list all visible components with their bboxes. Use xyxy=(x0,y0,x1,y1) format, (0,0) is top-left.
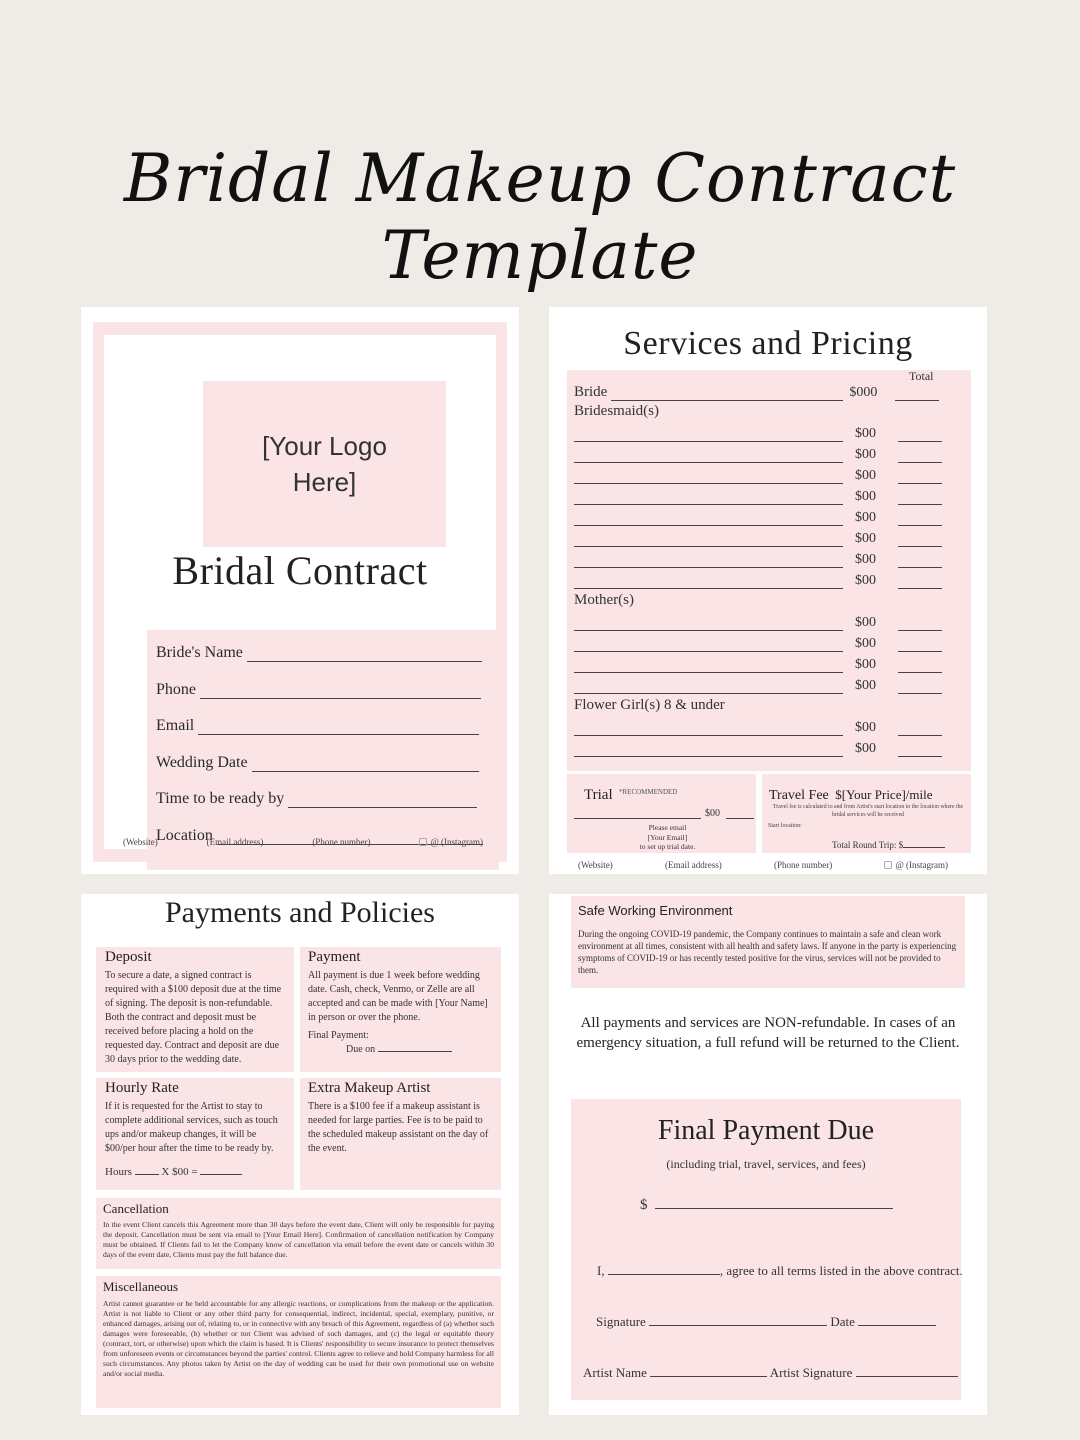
item-price: $00 xyxy=(855,531,876,546)
field-line[interactable] xyxy=(252,758,479,772)
flower-girl-row xyxy=(574,720,942,736)
trial-total-line[interactable] xyxy=(726,807,754,819)
bride-label: Bride xyxy=(574,384,608,400)
field-phone xyxy=(156,681,481,699)
bride-line[interactable] xyxy=(611,389,843,401)
row-bride xyxy=(574,384,939,401)
bridesmaid-row xyxy=(574,531,942,547)
bridesmaid-row xyxy=(574,426,942,442)
field-label: Bride's Name xyxy=(156,644,243,661)
trial-email-line: to set up trial date. xyxy=(639,842,696,851)
item-line[interactable] xyxy=(574,682,843,694)
field-label: Time to be ready by xyxy=(156,790,285,807)
final-payment-label: Final Payment: xyxy=(308,1030,369,1041)
item-price: $00 xyxy=(855,552,876,567)
deposit-body: To secure a date, a signed contract is required with a $100 deposit due at the time of signing. The deposit is non-refundable. Both the contract and deposit must be received before placing a hold on the requested day. Contract and deposit are due 30 days prior to the wedding date. xyxy=(105,970,282,1065)
field-line[interactable] xyxy=(200,685,481,699)
item-total-line[interactable] xyxy=(898,472,942,484)
item-line[interactable] xyxy=(574,619,843,631)
item-price: $00 xyxy=(855,741,876,756)
item-line[interactable] xyxy=(574,661,843,673)
item-line[interactable] xyxy=(574,514,843,526)
agree-name-line[interactable] xyxy=(608,1263,720,1275)
bride-price: $000 xyxy=(849,385,878,400)
item-line[interactable] xyxy=(574,577,843,589)
item-total-line[interactable] xyxy=(898,577,942,589)
mother-row xyxy=(574,657,942,673)
item-price: $00 xyxy=(855,447,876,462)
item-line[interactable] xyxy=(574,472,843,484)
trial-price: $00 xyxy=(705,808,720,819)
item-price: $00 xyxy=(855,678,876,693)
travel-box xyxy=(762,774,971,853)
extra-artist-heading: Extra Makeup Artist xyxy=(308,1080,431,1096)
misc-heading: Miscellaneous xyxy=(103,1279,179,1294)
deposit-heading: Deposit xyxy=(105,949,152,965)
safe-heading: Safe Working Environment xyxy=(578,903,733,918)
flower-girl-row xyxy=(574,741,942,757)
refund-text: All payments and services are NON-refundable. In cases of an emergency situation, a full refund will be returned to the Client. xyxy=(576,1015,960,1051)
safe-environment-box xyxy=(571,896,965,988)
item-line[interactable] xyxy=(574,640,843,652)
date-line[interactable] xyxy=(858,1314,936,1326)
footer-phone: (Phone number) xyxy=(312,837,371,847)
contract-page xyxy=(81,307,519,874)
field-brides-name xyxy=(156,644,482,662)
field-wedding-date xyxy=(156,754,479,772)
item-total-line[interactable] xyxy=(898,661,942,673)
cancellation-box xyxy=(96,1198,501,1269)
item-line[interactable] xyxy=(574,493,843,505)
item-total-line[interactable] xyxy=(898,640,942,652)
item-line[interactable] xyxy=(574,556,843,568)
item-total-line[interactable] xyxy=(898,724,942,736)
item-total-line[interactable] xyxy=(898,556,942,568)
item-price: $00 xyxy=(855,489,876,504)
item-price: $00 xyxy=(855,615,876,630)
item-total-line[interactable] xyxy=(898,451,942,463)
signature-row xyxy=(596,1314,936,1330)
footer-instagram xyxy=(884,860,948,870)
field-label: Wedding Date xyxy=(156,754,248,771)
pricing-page xyxy=(549,307,987,874)
bridesmaid-row xyxy=(574,468,942,484)
footer-website: (Website) xyxy=(578,860,613,870)
bridesmaid-row xyxy=(574,573,942,589)
date-label: Date xyxy=(830,1314,855,1329)
payment-body: All payment is due 1 week before wedding date. Cash, check, Venmo, or Zelle are all accepted and can be made with [Your Name] in person or over the phone. xyxy=(308,970,488,1023)
total-label: Total xyxy=(909,369,934,383)
contract-footer xyxy=(123,837,483,847)
pricing-list xyxy=(567,370,971,771)
final-subtitle: (including trial, travel, services, and fees) xyxy=(666,1157,866,1171)
item-price: $00 xyxy=(855,468,876,483)
round-trip-row xyxy=(832,840,945,850)
hourly-body: If it is requested for the Artist to stay to complete additional services, such as touch ups and/or makeup changes, it will be $00/per hour after the time to be ready by. xyxy=(105,1101,278,1154)
instagram-text: @ (Instagram) xyxy=(430,837,483,847)
flower-girls-label: Flower Girl(s) 8 & under xyxy=(574,697,725,713)
item-total-line[interactable] xyxy=(898,514,942,526)
item-total-line[interactable] xyxy=(898,535,942,547)
bridesmaids-label: Bridesmaid(s) xyxy=(574,403,659,419)
hours-calc xyxy=(105,1166,285,1178)
instagram-text: @ (Instagram) xyxy=(895,860,948,870)
trial-box xyxy=(567,774,756,853)
start-location: Start location: xyxy=(768,823,802,829)
item-price: $00 xyxy=(855,510,876,525)
item-line[interactable] xyxy=(574,451,843,463)
trial-note: *RECOMMENDED xyxy=(619,788,678,796)
extra-artist-box xyxy=(300,1078,501,1190)
mother-row xyxy=(574,636,942,652)
artist-signature-label: Artist Signature xyxy=(769,1365,853,1380)
hourly-box xyxy=(96,1078,294,1190)
field-time-ready xyxy=(156,790,477,808)
misc-body: Artist cannot guarantee or be held accountable for any allergic reactions, or complications from the makeup or the application. Artist is not liable to Client or any other third party for consequential, indirect, incidental, special, exemplary, punitive, or enhanced damages, arising out of, relating to, or in connective with any breach of this Agreement, regardless of (a) whether such damages were foreseeable, (b) whether or not Client was advised of such damages, and (c) the legal or equitable theory (contract, tort, or otherwise) upon which the claim is based. It is Clients' responsibility to secure insurance to protect themselves from unforeseen events or circumstances beyond the parties' control. Clients agree to relieve and hold Company harmless for all such circumstances. Any photos taken by Artist on the day of wedding can be used for their own promotional use on website and/or social media. xyxy=(103,1299,494,1378)
extra-artist-body: There is a $100 fee if a makeup assistant is needed for large parties. Fee is to be paid to the scheduled makeup assistant on the day of the event. xyxy=(308,1101,489,1154)
item-price: $00 xyxy=(855,657,876,672)
due-on-row xyxy=(346,1043,493,1057)
trial-label: Trial xyxy=(584,787,613,803)
logo-placeholder: [Your Logo Here] xyxy=(203,381,446,547)
item-price: $00 xyxy=(855,426,876,441)
mother-row xyxy=(574,678,942,694)
due-on-line[interactable] xyxy=(378,1043,452,1052)
misc-box xyxy=(96,1276,501,1408)
round-trip-line[interactable] xyxy=(903,840,945,848)
artist-name-line[interactable] xyxy=(650,1365,767,1377)
bridesmaid-row xyxy=(574,552,942,568)
deposit-box xyxy=(96,947,294,1072)
hours-total-line[interactable] xyxy=(200,1166,242,1175)
final-title: Final Payment Due xyxy=(657,1115,875,1146)
bride-total-line[interactable] xyxy=(895,389,939,401)
item-total-line[interactable] xyxy=(898,745,942,757)
bridesmaid-row xyxy=(574,510,942,526)
hours-label: Hours xyxy=(105,1166,132,1178)
cancellation-body: In the event Client cancels this Agreement more than 30 days before the event date, Client will only be responsible for paying the deposit. Cancellation must be sent via email to [Your Email Here]. Confirmation of cancellation notification by Company must be obtained. If Clients fail to let the Company know of cancellation via email before the event date or cancels within 30 days of the event date, Clients must pay the full balance due. xyxy=(103,1220,494,1259)
due-on-label: Due on xyxy=(346,1044,376,1055)
bridesmaid-row xyxy=(574,489,942,505)
page-headline: Bridal Makeup Contract Template xyxy=(123,140,957,294)
item-line[interactable] xyxy=(574,724,843,736)
payment-box xyxy=(300,947,501,1072)
artist-name-label: Artist Name xyxy=(583,1365,647,1380)
footer-email: (Email address) xyxy=(206,837,264,847)
agree-suffix: , agree to all terms listed in the above contract. xyxy=(719,1263,963,1278)
hourly-heading: Hourly Rate xyxy=(105,1080,179,1096)
amount-row xyxy=(640,1195,893,1214)
field-line[interactable] xyxy=(288,794,477,808)
footer-instagram xyxy=(419,837,483,847)
policies-page xyxy=(81,894,519,1415)
trial-email-note xyxy=(567,823,768,852)
trial-price-row xyxy=(574,807,754,819)
final-page xyxy=(549,894,987,1415)
amount-line[interactable] xyxy=(655,1195,893,1209)
item-price: $00 xyxy=(855,720,876,735)
footer-website: (Website) xyxy=(123,837,158,847)
policies-title: Payments and Policies xyxy=(165,896,435,929)
artist-row xyxy=(583,1365,958,1381)
payment-heading: Payment xyxy=(308,949,361,965)
safe-body: During the ongoing COVID-19 pandemic, the Company continues to maintain a safe and clean work environment at all times, consistent with all health and safety laws. If anyone in the party is experiencing symptoms of COVID-19 or has recently tested positive for the virus, services will not be provided to them. xyxy=(578,929,957,975)
signature-line[interactable] xyxy=(649,1314,827,1326)
travel-note: Travel fee is calculated to and from Artist's start location to the location where the bridal services will be received xyxy=(772,804,964,818)
round-trip-label: Total Round Trip: $ xyxy=(832,840,904,850)
field-label: Email xyxy=(156,717,195,734)
footer-email: (Email address) xyxy=(665,860,722,870)
trial-email-line: Please email xyxy=(648,823,687,832)
item-price: $00 xyxy=(855,636,876,651)
hours-line[interactable] xyxy=(135,1166,159,1175)
agree-prefix: I, xyxy=(597,1263,605,1278)
trial-email-line: [Your Email] xyxy=(647,832,688,842)
hours-rate: X $00 = xyxy=(161,1166,198,1178)
travel-heading xyxy=(769,787,933,804)
pricing-title: Services and Pricing xyxy=(623,325,913,362)
trial-line[interactable] xyxy=(574,807,701,819)
dollar-sign: $ xyxy=(640,1197,648,1213)
item-line[interactable] xyxy=(574,535,843,547)
field-email xyxy=(156,717,479,735)
field-line[interactable] xyxy=(198,721,479,735)
contract-title: Bridal Contract xyxy=(172,548,428,593)
instagram-icon xyxy=(884,861,892,869)
instagram-icon xyxy=(419,838,427,846)
item-total-line[interactable] xyxy=(898,619,942,631)
field-label: Location xyxy=(156,827,213,844)
field-line[interactable] xyxy=(247,648,482,662)
footer-phone: (Phone number) xyxy=(773,860,833,870)
item-line[interactable] xyxy=(574,430,843,442)
item-price: $00 xyxy=(855,573,876,588)
travel-price: $[Your Price]/mile xyxy=(835,787,933,802)
travel-label: Travel Fee xyxy=(769,788,829,803)
signature-label: Signature xyxy=(596,1314,646,1329)
item-line[interactable] xyxy=(574,745,843,757)
mother-row xyxy=(574,615,942,631)
item-total-line[interactable] xyxy=(898,430,942,442)
item-total-line[interactable] xyxy=(898,493,942,505)
pricing-footer xyxy=(578,860,948,870)
field-label: Phone xyxy=(156,681,196,698)
final-payment-box xyxy=(571,1099,961,1400)
contract-fields xyxy=(147,630,499,870)
bridesmaid-row xyxy=(574,447,942,463)
agree-row xyxy=(597,1263,963,1279)
item-total-line[interactable] xyxy=(898,682,942,694)
mothers-label: Mother(s) xyxy=(574,592,634,608)
artist-signature-line[interactable] xyxy=(856,1365,958,1377)
cancellation-heading: Cancellation xyxy=(103,1201,169,1216)
